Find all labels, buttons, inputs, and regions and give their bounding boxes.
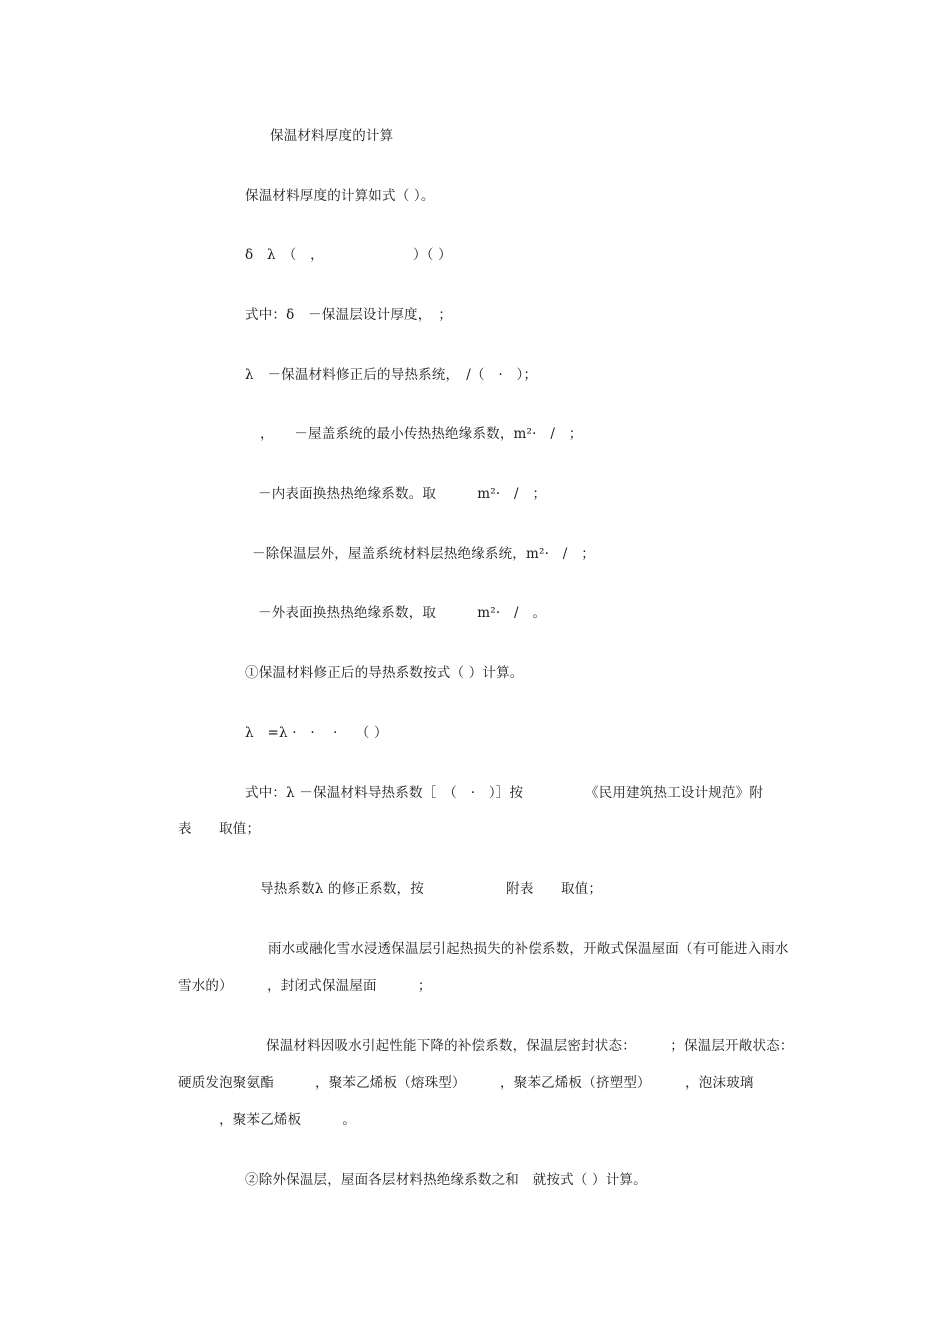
text-line: λ －保温材料修正后的导热系统， /（ · ）；: [245, 367, 538, 383]
text-line: ②除外保温层，屋面各层材料热绝缘系数之和 就按式（ ）计算。: [245, 1172, 647, 1188]
text-line: 雨水或融化雪水浸透保温层引起热损失的补偿系数，开敞式保温屋面（有可能进入雨水: [268, 941, 789, 957]
text-line: 保温材料厚度的计算如式（ ）。: [245, 188, 435, 204]
text-line: ，聚苯乙烯板 。: [178, 1112, 357, 1128]
text-line: －内表面换热热绝缘系数。取 m²· / ；: [258, 486, 547, 502]
text-line: 表 取值；: [178, 821, 261, 837]
text-line: 保温材料因吸水引起性能下降的补偿系数，保温层密封状态： ；保温层开敞状态：: [266, 1038, 794, 1054]
text-line: －外表面换热热绝缘系数，取 m²· / 。: [258, 605, 547, 621]
formula-line: δ λ （ ， ）（ ）: [245, 247, 452, 263]
formula-line: λ =λ · · · （ ）: [245, 725, 388, 741]
text-line: ， －屋盖系统的最小传热热绝缘系数，m²· / ；: [260, 426, 583, 442]
text-line: ①保温材料修正后的导热系数按式（ ）计算。: [245, 665, 524, 681]
document-title: 保温材料厚度的计算: [270, 128, 394, 144]
text-line: 硬质发泡聚氨酯 ，聚苯乙烯板（熔珠型） ，聚苯乙烯板（挤塑型） ，泡沫玻璃: [178, 1075, 754, 1091]
text-line: 导热系数λ 的修正系数，按 附表 取值；: [260, 881, 603, 897]
text-line: 雪水的） ，封闭式保温屋面 ；: [178, 978, 432, 994]
text-line: 式中：δ －保温层设计厚度， ；: [245, 307, 453, 323]
text-line: 式中：λ －保温材料导热系数［ （ · ）］按 《民用建筑热工设计规范》附: [245, 785, 764, 801]
text-line: －除保温层外，屋盖系统材料层热绝缘系统，m²· / ；: [252, 546, 595, 562]
